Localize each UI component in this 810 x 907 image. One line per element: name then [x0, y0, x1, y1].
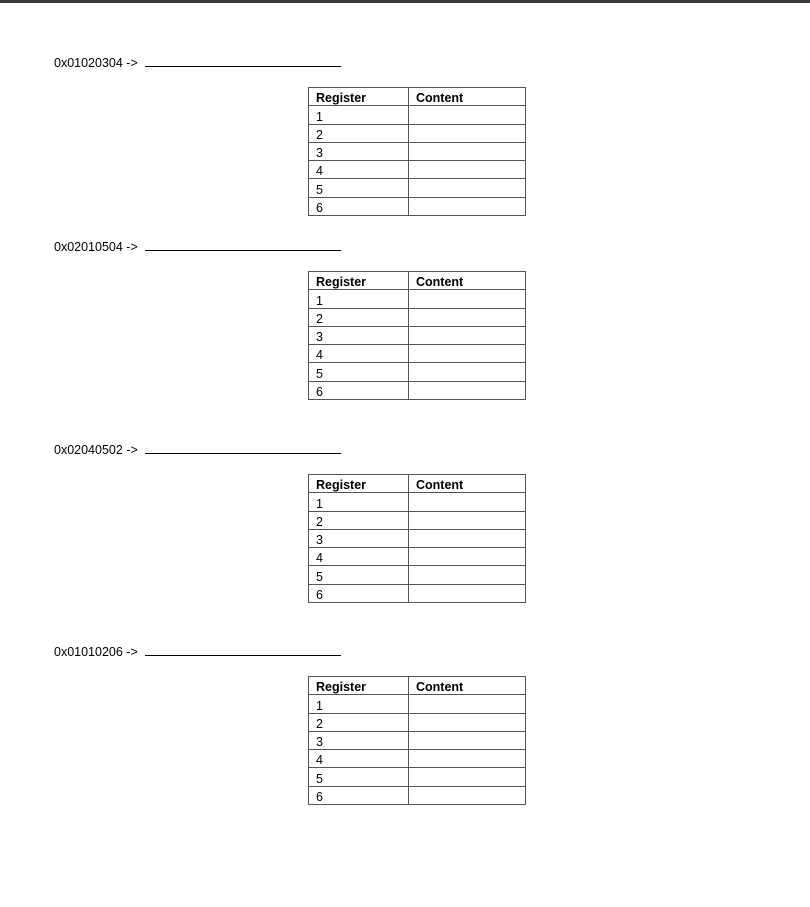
register-number: 2: [309, 124, 409, 142]
content-header: Content: [409, 677, 526, 695]
table-row: [309, 695, 526, 713]
register-number: 3: [309, 529, 409, 547]
register-number: 6: [309, 584, 409, 602]
content-cell[interactable]: [409, 584, 526, 602]
table-row: [309, 290, 526, 308]
content-cell[interactable]: [409, 493, 526, 511]
register-number: 6: [309, 381, 409, 399]
table-row: [309, 161, 526, 179]
table-row: [309, 345, 526, 363]
hex-value: 0x01010206 ->: [54, 645, 138, 659]
content-cell[interactable]: [409, 345, 526, 363]
content-cell[interactable]: [409, 161, 526, 179]
table-row: [309, 381, 526, 399]
table-row: [309, 511, 526, 529]
content-header: Content: [409, 475, 526, 493]
content-cell[interactable]: [409, 290, 526, 308]
table-row: [309, 326, 526, 344]
register-header: Register: [309, 677, 409, 695]
table-row: [309, 179, 526, 197]
content-cell[interactable]: [409, 511, 526, 529]
register-number: 4: [309, 548, 409, 566]
register-number: 2: [309, 713, 409, 731]
table-row: [309, 731, 526, 749]
content-cell[interactable]: [409, 713, 526, 731]
content-cell[interactable]: [409, 106, 526, 124]
question-1: [54, 54, 341, 70]
content-cell[interactable]: [409, 548, 526, 566]
question-4: [54, 643, 341, 659]
content-cell[interactable]: [409, 731, 526, 749]
content-cell[interactable]: [409, 179, 526, 197]
register-number: 6: [309, 197, 409, 215]
register-number: 4: [309, 750, 409, 768]
content-header: Content: [409, 88, 526, 106]
register-number: 5: [309, 768, 409, 786]
table-row: [309, 493, 526, 511]
register-number: 1: [309, 695, 409, 713]
answer-blank[interactable]: [145, 643, 341, 656]
content-cell[interactable]: [409, 529, 526, 547]
content-cell[interactable]: [409, 142, 526, 160]
content-cell[interactable]: [409, 197, 526, 215]
register-table-2: [308, 271, 526, 400]
register-header: Register: [309, 475, 409, 493]
table-header-row: [309, 88, 526, 106]
register-header: Register: [309, 88, 409, 106]
question-2: [54, 238, 341, 254]
register-number: 5: [309, 179, 409, 197]
content-cell[interactable]: [409, 695, 526, 713]
content-cell[interactable]: [409, 308, 526, 326]
table-row: [309, 363, 526, 381]
answer-blank[interactable]: [145, 238, 341, 251]
content-cell[interactable]: [409, 566, 526, 584]
answer-blank[interactable]: [145, 54, 341, 67]
register-number: 5: [309, 566, 409, 584]
content-cell[interactable]: [409, 124, 526, 142]
register-number: 4: [309, 161, 409, 179]
table-row: [309, 124, 526, 142]
table-row: [309, 768, 526, 786]
table-row: [309, 142, 526, 160]
register-number: 4: [309, 345, 409, 363]
hex-value: 0x01020304 ->: [54, 56, 138, 70]
table-header-row: [309, 475, 526, 493]
table-header-row: [309, 272, 526, 290]
table-header-row: [309, 677, 526, 695]
register-header: Register: [309, 272, 409, 290]
table-row: [309, 566, 526, 584]
register-table-3: [308, 474, 526, 603]
content-cell[interactable]: [409, 381, 526, 399]
content-cell[interactable]: [409, 363, 526, 381]
register-number: 3: [309, 326, 409, 344]
content-header: Content: [409, 272, 526, 290]
register-number: 3: [309, 731, 409, 749]
register-number: 1: [309, 106, 409, 124]
content-cell[interactable]: [409, 326, 526, 344]
table-row: [309, 197, 526, 215]
register-number: 6: [309, 786, 409, 804]
register-number: 1: [309, 290, 409, 308]
register-number: 2: [309, 511, 409, 529]
content-cell[interactable]: [409, 786, 526, 804]
question-3: [54, 441, 341, 457]
hex-value: 0x02040502 ->: [54, 443, 138, 457]
table-row: [309, 713, 526, 731]
register-number: 1: [309, 493, 409, 511]
register-number: 2: [309, 308, 409, 326]
register-table-4: [308, 676, 526, 805]
table-row: [309, 750, 526, 768]
register-number: 5: [309, 363, 409, 381]
table-row: [309, 584, 526, 602]
table-row: [309, 786, 526, 804]
top-border: [0, 0, 810, 3]
hex-value: 0x02010504 ->: [54, 240, 138, 254]
register-table-1: [308, 87, 526, 216]
table-row: [309, 529, 526, 547]
table-row: [309, 106, 526, 124]
table-row: [309, 308, 526, 326]
content-cell[interactable]: [409, 768, 526, 786]
answer-blank[interactable]: [145, 441, 341, 454]
table-row: [309, 548, 526, 566]
content-cell[interactable]: [409, 750, 526, 768]
register-number: 3: [309, 142, 409, 160]
